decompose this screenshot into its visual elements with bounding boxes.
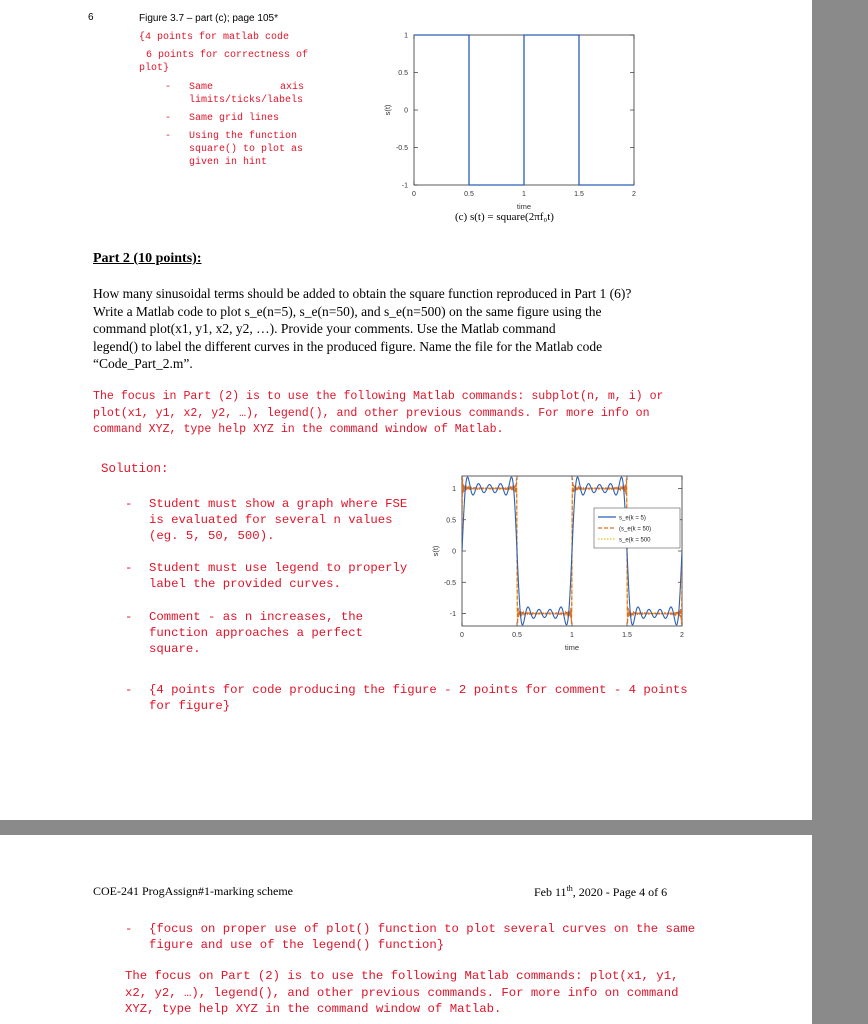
bullet-dash: - bbox=[125, 610, 133, 624]
square-wave-chart bbox=[370, 20, 640, 215]
x-axis-label: time bbox=[516, 202, 532, 211]
criteria-text: axis bbox=[279, 82, 304, 93]
solution-text: function approaches a perfect bbox=[149, 626, 364, 640]
y-tick-label: -1 bbox=[449, 611, 456, 618]
legend-entry: (s_e(k = 50) bbox=[619, 526, 652, 533]
x-tick-label: 0.5 bbox=[464, 191, 474, 198]
points-note-line: {4 points for code producing the figure - 2 points for comment - 4 points bbox=[149, 683, 688, 697]
y-axis-label: s(t) bbox=[383, 104, 392, 116]
y-tick-label: -0.5 bbox=[443, 579, 456, 587]
y-tick-label: 0 bbox=[452, 548, 456, 556]
footer-right: Feb 11th, 2020 - Page 4 of 6 bbox=[534, 884, 668, 899]
x-tick-label: 1.5 bbox=[574, 191, 584, 198]
question-line: legend() to label the different curves in the produced figure. Name the file for the Matlab code bbox=[93, 338, 603, 354]
figure-reference: Figure 3.7 – part (c); page 105* bbox=[139, 13, 278, 24]
question-number: 6 bbox=[88, 12, 94, 23]
y-tick-label: 1 bbox=[404, 32, 408, 40]
page2-focus-note bbox=[125, 968, 678, 1018]
document-page-2 bbox=[0, 835, 812, 1024]
points-line: {4 points for matlab code bbox=[139, 32, 290, 43]
legend-entry: s_e(k = 5) bbox=[619, 515, 646, 522]
bullet-dash: - bbox=[125, 561, 133, 575]
part2-question bbox=[93, 285, 717, 373]
x-tick-label: 0.5 bbox=[512, 632, 522, 639]
x-axis-label: time bbox=[564, 643, 580, 652]
question-line: Write a Matlab code to plot s_e(n=5), s_e(n=50), and s_e(n=500) on the same figure using the bbox=[93, 303, 602, 319]
solution-text: (eg. 5, 50, 500). bbox=[149, 529, 275, 543]
question-line: command plot(x1, y1, x2, y2, …). Provide your comments. Use the Matlab command bbox=[93, 321, 556, 336]
x-tick-label: 1 bbox=[570, 632, 574, 639]
bullet-dash: - bbox=[125, 922, 133, 936]
y-tick-label: 0 bbox=[404, 107, 408, 115]
y-tick-label: 1 bbox=[452, 486, 456, 493]
question-line: How many sinusoidal terms should be added to obtain the square function reproduced in Part 1 (6)? bbox=[93, 286, 632, 301]
solution-text: Comment - as n increases, the bbox=[149, 610, 364, 624]
y-tick-label: 0.5 bbox=[398, 70, 408, 77]
criteria-text: Using the function bbox=[189, 131, 298, 142]
solution-text: Student must use legend to properly bbox=[149, 561, 408, 575]
focus-line: plot(x1, y1, x2, y2, …), legend(), and other previous commands. For more info on bbox=[93, 406, 650, 420]
focus-line: The focus on Part (2) is to use the following Matlab commands: plot(x1, y1, bbox=[125, 969, 679, 983]
y-tick-label: -0.5 bbox=[395, 145, 408, 152]
question-line: “Code_Part_2.m”. bbox=[93, 356, 193, 371]
bullet-dash: - bbox=[125, 683, 133, 697]
y-tick-label: 0.5 bbox=[446, 517, 456, 525]
bullet-dash: - bbox=[165, 131, 172, 142]
focus-line: The focus in Part (2) is to use the following Matlab commands: subplot(n, m, i) or bbox=[93, 390, 664, 403]
criteria-text: limits/ticks/labels bbox=[189, 95, 304, 106]
x-tick-label: 0 bbox=[412, 191, 416, 198]
part2-focus-note bbox=[93, 389, 664, 439]
y-axis-label: s(t) bbox=[431, 545, 440, 557]
footer-left: COE-241 ProgAssign#1-marking scheme bbox=[93, 884, 293, 898]
bullet-dash: - bbox=[165, 113, 172, 124]
legend-entry: s_e(k = 500 bbox=[619, 537, 651, 544]
focus-line: x2, y2, …), legend(), and other previous commands. For more info on command bbox=[125, 985, 679, 1000]
bullet-dash: - bbox=[165, 82, 172, 93]
focus-bullet-line: {focus on proper use of plot() function to plot several curves on the same bbox=[149, 922, 696, 936]
points-note-top bbox=[139, 31, 308, 75]
x-tick-label: 2 bbox=[632, 191, 636, 198]
points-line: 6 points for correctness of bbox=[146, 50, 309, 61]
solution-text: Student must show a graph where FSE bbox=[149, 497, 408, 511]
x-tick-label: 2 bbox=[680, 632, 684, 639]
solution-text: label the provided curves. bbox=[149, 577, 341, 591]
criteria-text: given in hint bbox=[189, 157, 268, 168]
points-line: plot} bbox=[139, 63, 170, 74]
focus-bullet-line: figure and use of the legend() function} bbox=[149, 938, 445, 952]
x-tick-label: 0 bbox=[460, 632, 464, 639]
criteria-text: Same bbox=[189, 82, 214, 93]
criteria-text: square() to plot as bbox=[189, 144, 304, 155]
solution-label: Solution: bbox=[101, 462, 169, 476]
solution-text: is evaluated for several n values bbox=[149, 513, 393, 527]
points-note-line: for figure} bbox=[149, 699, 231, 713]
square-chart-caption: (c) s(t) = square(2πf₀t) bbox=[455, 211, 554, 223]
bullet-dash: - bbox=[125, 497, 133, 511]
x-tick-label: 1.5 bbox=[622, 632, 632, 639]
focus-line: XYZ, type help XYZ in the command window of Matlab. bbox=[125, 1002, 502, 1016]
y-tick-label: -1 bbox=[401, 182, 408, 190]
fse-approximation-chart bbox=[420, 470, 682, 660]
x-tick-label: 1 bbox=[522, 191, 526, 198]
focus-line: command XYZ, type help XYZ in the command window of Matlab. bbox=[93, 423, 504, 436]
criteria-text: Same grid lines bbox=[189, 113, 280, 124]
part2-heading: Part 2 (10 points): bbox=[93, 251, 202, 266]
solution-text: square. bbox=[149, 642, 201, 656]
